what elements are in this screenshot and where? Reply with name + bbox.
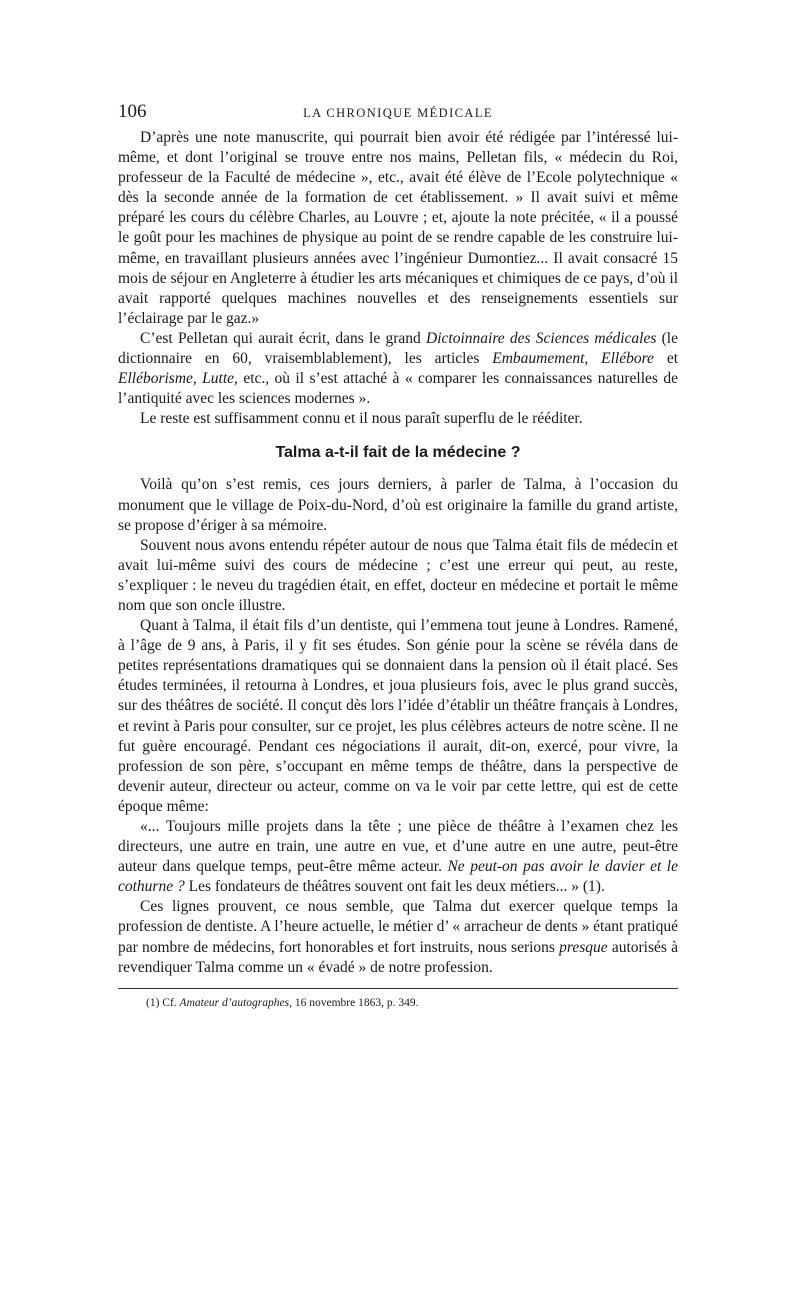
text-run: (1) Cf. <box>146 996 180 1009</box>
italic-title: Elléborisme, Lutte, <box>118 370 238 388</box>
footnote <box>118 995 678 1011</box>
paragraph-superfluous: Le reste est suffisamment connu et il nous paraît superflu de le rééditer. <box>140 410 583 428</box>
paragraph-talma-biography: Quant à Talma, il était fils d’un dentiste, qui l’emmena tout jeune à Londres. Ramené, à l’âge de 9 ans, à Paris, il y fit ses études. Son génie pour la scène se révéla dans de petites représentations dramatiques qui se donnaient dans la pension où il était placé. Ses études terminées, il retourna à Londres, et joua plusieurs fois, avec le plus grand succès, sur des théâtres de société. Il conçut dès lors l’idée d’établir un théâtre français à Londres, et revint à Paris pour consulter, sur ce projet, les plus célèbres acteurs de notre scène. Il ne fut guère encouragé. Pendant ces négociations il aurait, dit-on, exercé, pour vivre, la profession de son père, s’occupant en même temps de théâtre, dans la perspective de devenir auteur, directeur ou acteur, comme on va le voir par cette lettre, qui est de cette époque même: <box>118 617 678 815</box>
italic-title: Dictoinnaire des Sciences médicales <box>426 329 657 347</box>
section-heading: Talma a-t-il fait de la médecine ? <box>275 444 521 462</box>
page-number: 106 <box>118 101 147 122</box>
paragraph-talma-letter <box>118 817 678 897</box>
paragraph-pelletan-note: D’après une note manuscrite, qui pourrait bien avoir été rédigée par l’intéressé lui-même, et dont l’original se trouve entre nos mains, Pelletan fils, « médecin du Roi, professeur de la Faculté de médecine », etc., avait été élève de l’Ecole polytechnique « dès la seconde année de la formation de cet établissement. » Il avait suivi et même préparé les cours du célèbre Charles, au Louvre ; et, ajoute la note précitée, « il a poussé le goût pour les machines de physique au point de se rendre capable de les construire lui-même, en travaillant plusieurs années avec l’ingénieur Dumontiez... Il avait consacré 15 mois de séjour en Angleterre à étudier les arts mécaniques et chimiques de ce pays, d’où il avait rapporté quelques machines nouvelles et des renseignements essentiels sur l’éclairage par le gaz.» <box>118 129 678 327</box>
paragraph-pelletan-dictionary <box>118 329 678 409</box>
running-head <box>118 100 678 128</box>
footnote-rule <box>118 988 678 989</box>
text-run: (le dictionnaire en 60, vraisemblablement), les articles <box>118 329 678 368</box>
italic-title: Amateur d’autographes, <box>179 996 292 1009</box>
text-run: C’est Pelletan qui aurait écrit, dans le grand <box>140 329 427 347</box>
text-run: et <box>653 350 679 368</box>
paragraph-talma-monument: Voilà qu’on s’est remis, ces jours derniers, à parler de Talma, à l’occasion du monument que le village de Poix-du-Nord, d’où est originaire la famille du grand artiste, se propose d’ériger à sa mémoire. <box>118 476 678 534</box>
text-run: Les fondateurs de théâtres souvent ont fait les deux métiers... » (1). <box>184 878 605 896</box>
text-run: 16 novembre 1863, p. 349. <box>291 996 419 1009</box>
italic-quote: Ne peut-on pas avoir le davier et le cothurne ? <box>118 858 678 896</box>
paragraph-talma-error: Souvent nous avons entendu répéter autour de nous que Talma était fils de médecin et avait lui-même suivi des cours de médecine ; c’est une erreur qui peut, au reste, s’expliquer : le neveu du tragédien était, en effet, docteur en médecine et portait le même nom que son oncle illustre. <box>118 536 678 614</box>
italic-title: Embaumement, Ellébore <box>492 350 654 368</box>
page <box>118 100 678 1011</box>
italic-word: presque <box>559 938 608 956</box>
paragraph-talma-dentist <box>118 897 678 977</box>
running-title: LA CHRONIQUE MÉDICALE <box>303 106 493 120</box>
text-run: etc., où il s’est attaché à « comparer les connaissances naturelles de l’antiquité avec les sciences modernes ». <box>118 370 678 408</box>
text-run: autorisés à revendiquer Talma comme un « évadé » de notre profession. <box>118 938 678 976</box>
text-run: Ces lignes prouvent, ce nous semble, que Talma dut exercer quelque temps la profession de dentiste. A l’heure actuelle, le métier d’ « arracheur de dents » étant pratiqué par nombre de médecins, fort honorables et fort instruits, nous serions <box>118 898 678 956</box>
text-run: «... Toujours mille projets dans la tête ; une pièce de théâtre à l’examen chez les directeurs, une autre en train, une autre en vue, et d’une autre en une autre, peut-être auteur dans quelque temps, peut-être même acteur. <box>118 818 678 876</box>
